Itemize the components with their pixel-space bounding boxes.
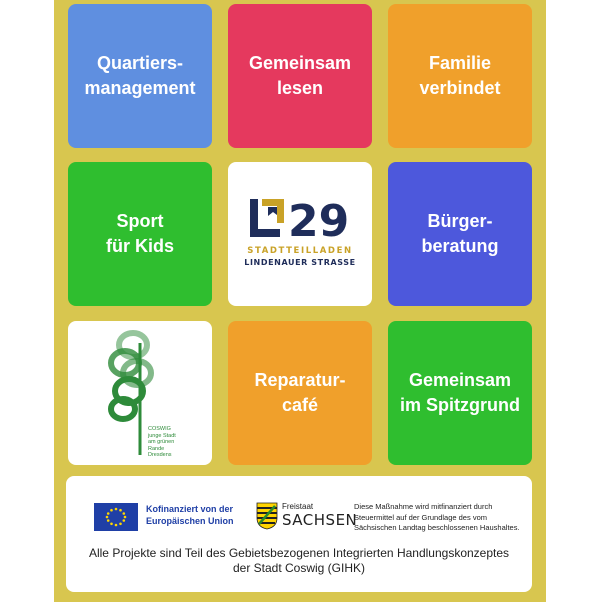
saxony-small: Freistaat — [282, 502, 314, 511]
tile-buergerberatung[interactable] — [388, 162, 532, 306]
tile-label: Bürger- beratung — [421, 211, 499, 256]
logo-line2: LINDENAUER STRASSE — [244, 258, 356, 267]
tile-gemeinsam-lesen[interactable] — [228, 4, 372, 148]
saxony-label — [282, 502, 357, 528]
tile-label: Gemeinsam im Spitzgrund — [400, 370, 520, 415]
tile-sport-fuer-kids[interactable] — [68, 162, 212, 306]
tile-label: Reparatur- café — [254, 370, 346, 415]
l29-logo — [240, 189, 360, 279]
tile-label: Sport für Kids — [105, 211, 174, 256]
tile-familie-verbindet[interactable] — [388, 4, 532, 148]
logo-l29-tile[interactable] — [228, 162, 372, 306]
coswig-text: COSWIG junge Stadt am grünen Rande Dresdens — [148, 426, 176, 458]
funding-footer — [66, 476, 532, 592]
tile-label: Gemeinsam lesen — [248, 53, 352, 98]
eu-cofinancing-text: Kofinanziert von der Europäischen Union — [146, 504, 234, 526]
tile-quartiersmanagement[interactable] — [68, 4, 212, 148]
tile-label: Quartiers- management — [84, 53, 196, 98]
saxony-crest-icon — [256, 502, 278, 530]
logo-number: 29 — [288, 196, 350, 247]
eu-flag-icon — [94, 503, 138, 531]
tree-icon — [111, 333, 151, 419]
tile-label: Familie verbindet — [419, 53, 501, 98]
logo-line1: STADTTEILLADEN — [247, 246, 353, 256]
funding-note: Diese Maßnahme wird mitfinanziert durch Steuermittel auf der Grundlage des vom Sächsischen Landtag beschlossenen Haushaltes. — [354, 502, 520, 532]
coswig-logo-tile[interactable] — [68, 321, 212, 465]
tile-reparaturcafe[interactable] — [228, 321, 372, 465]
saxony-big: SACHSEN — [282, 511, 358, 529]
coswig-logo — [85, 323, 195, 463]
project-note: Alle Projekte sind Teil des Gebietsbezogenen Integrierten Handlungskonzeptes der Stadt Coswig (GIHK) — [88, 546, 510, 575]
tile-gemeinsam-im-spitzgrund[interactable] — [388, 321, 532, 465]
